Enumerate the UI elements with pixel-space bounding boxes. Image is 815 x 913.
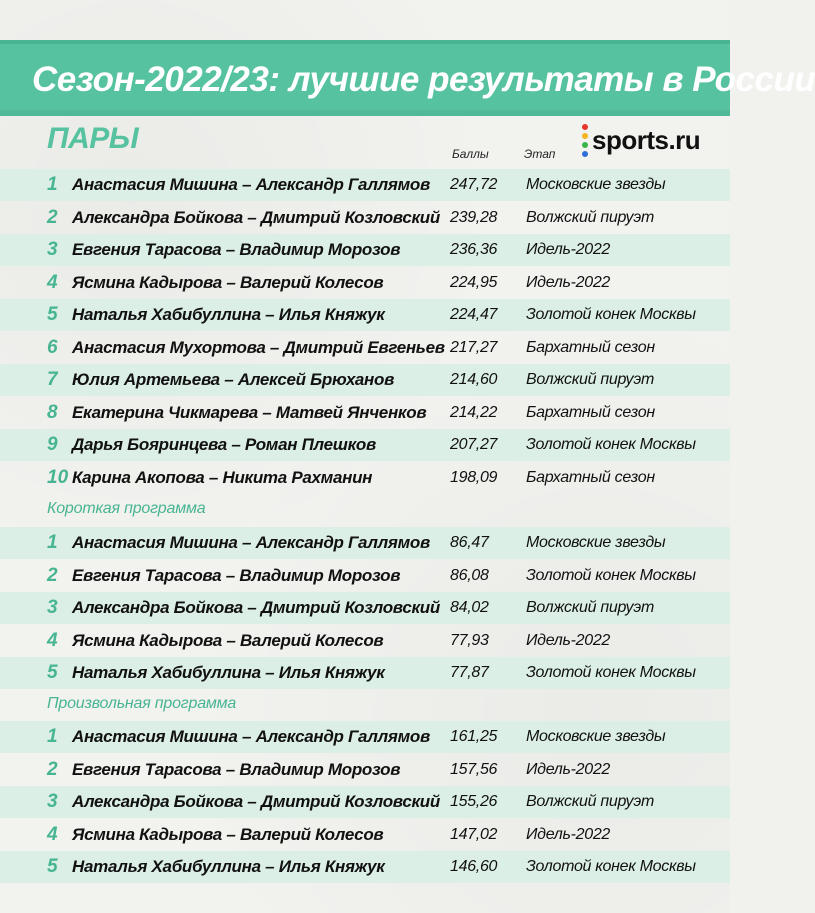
table-row [0,527,730,559]
short-program-heading: Короткая программа [47,500,206,517]
section-title: ПАРЫ [47,122,139,155]
stage-name: Идель-2022 [526,631,611,649]
stage-name: Золотой конек Москвы [526,566,696,584]
pair-name: Екатерина Чикмарева – Матвей Янченков [72,402,427,422]
table-row [0,267,730,299]
table-row [0,169,730,201]
stage-name: Московские звезды [526,728,666,745]
rank-number: 7 [47,369,58,390]
table-row [0,786,730,818]
column-header-score: Баллы [452,147,489,161]
logo-dot [582,133,588,139]
rank-number: 3 [47,239,58,260]
pair-name: Анастасия Мишина – Александр Галлямов [72,727,430,746]
pair-name: Анастасия Мишина – Александр Галлямов [72,533,430,552]
rank-number: 5 [47,662,58,683]
rank-number: 9 [47,434,58,455]
score-value: 214,22 [450,403,498,421]
table-row [0,234,730,266]
stage-name: Московские звезды [526,176,666,193]
column-header-stage: Этап [524,147,556,161]
table-row [0,657,730,689]
pair-name: Александра Бойкова – Дмитрий Козловский [72,598,440,617]
rank-number: 10 [47,466,69,488]
table-row [0,202,730,234]
rank-number: 2 [47,564,58,586]
sports-ru-logo [582,122,700,158]
rank-number: 3 [47,597,58,618]
pair-name: Евгения Тарасова – Владимир Морозов [72,759,401,779]
pair-name: Ясмина Кадырова – Валерий Колесов [72,630,384,650]
score-value: 224,95 [450,273,498,291]
score-value: 217,27 [450,338,498,356]
pair-name: Наталья Хабибуллина – Илья Княжук [72,857,385,876]
score-value: 224,47 [450,306,498,323]
pair-name: Дарья Бояринцева – Роман Плешков [72,435,376,454]
score-value: 155,26 [450,793,498,810]
pair-name: Александра Бойкова – Дмитрий Козловский [72,792,440,811]
table-row [0,462,730,494]
stage-name: Волжский пируэт [526,793,654,810]
pair-name: Карина Акопова – Никита Рахманин [72,467,373,487]
pair-name: Анастасия Мухортова – Дмитрий Евгеньев [72,337,445,357]
score-value: 147,02 [450,825,498,843]
logo-text: sports.ru [592,124,701,155]
rank-number: 2 [47,758,58,780]
score-value: 236,36 [450,241,498,258]
stage-name: Идель-2022 [526,241,611,258]
logo-dot [582,151,588,157]
table-row [0,754,730,786]
rank-number: 1 [47,726,58,747]
pair-name: Ясмина Кадырова – Валерий Колесов [72,824,384,844]
pair-name: Наталья Хабибуллина – Илья Княжук [72,663,385,682]
rank-number: 4 [47,271,58,293]
rank-number: 3 [47,791,58,812]
logo-dot [582,124,588,130]
stage-name: Бархатный сезон [526,468,655,486]
pair-name: Анастасия Мишина – Александр Галлямов [72,175,430,194]
table-row [0,332,730,364]
stage-name: Золотой конек Москвы [526,306,696,323]
stage-name: Бархатный сезон [526,403,655,421]
table-row [0,721,730,753]
stage-name: Волжский пируэт [526,208,654,226]
rank-number: 4 [47,823,58,845]
table-row [0,592,730,624]
table-row [0,851,730,883]
pair-name: Александра Бойкова – Дмитрий Козловский [72,207,440,227]
score-value: 86,08 [450,566,489,584]
stage-name: Волжский пируэт [526,599,654,616]
score-value: 146,60 [450,858,498,875]
rank-number: 1 [47,532,58,553]
pair-name: Юлия Артемьева – Алексей Брюханов [72,370,395,389]
stage-name: Идель-2022 [526,825,611,843]
score-value: 247,72 [450,176,498,193]
score-value: 86,47 [450,534,489,551]
rank-number: 2 [47,206,58,228]
pair-name: Ясмина Кадырова – Валерий Колесов [72,272,384,292]
stage-name: Волжский пируэт [526,371,654,388]
pair-name: Евгения Тарасова – Владимир Морозов [72,240,401,259]
score-value: 239,28 [450,208,498,226]
rank-number: 6 [47,336,58,358]
rank-number: 8 [47,401,58,423]
table-row [0,429,730,461]
score-value: 161,25 [450,728,498,745]
score-value: 84,02 [450,599,489,616]
rank-number: 5 [47,304,58,325]
stage-name: Идель-2022 [526,760,611,778]
logo-dot [582,142,588,148]
rank-number: 1 [47,174,58,195]
pair-name: Наталья Хабибуллина – Илья Княжук [72,305,385,324]
score-value: 207,27 [450,436,498,453]
table-row [0,560,730,592]
stage-name: Золотой конек Москвы [526,858,696,875]
table-row [0,364,730,396]
page-title: Сезон-2022/23: лучшие результаты в России [32,60,815,99]
score-value: 198,09 [450,468,498,486]
stage-name: Золотой конек Москвы [526,436,696,453]
stage-name: Московские звезды [526,534,666,551]
rank-number: 4 [47,629,58,651]
free-program-heading: Произвольная программа [47,695,237,712]
score-value: 214,60 [450,371,498,388]
stage-name: Бархатный сезон [526,338,655,356]
score-value: 157,56 [450,760,498,778]
score-value: 77,87 [450,664,489,681]
table-row [0,819,730,851]
stage-name: Золотой конек Москвы [526,664,696,681]
stage-name: Идель-2022 [526,273,611,291]
pair-name: Евгения Тарасова – Владимир Морозов [72,565,401,585]
table-row [0,625,730,657]
table-row [0,397,730,429]
rank-number: 5 [47,856,58,877]
score-value: 77,93 [450,631,489,649]
logo-dots-icon [582,124,588,157]
table-row [0,299,730,331]
